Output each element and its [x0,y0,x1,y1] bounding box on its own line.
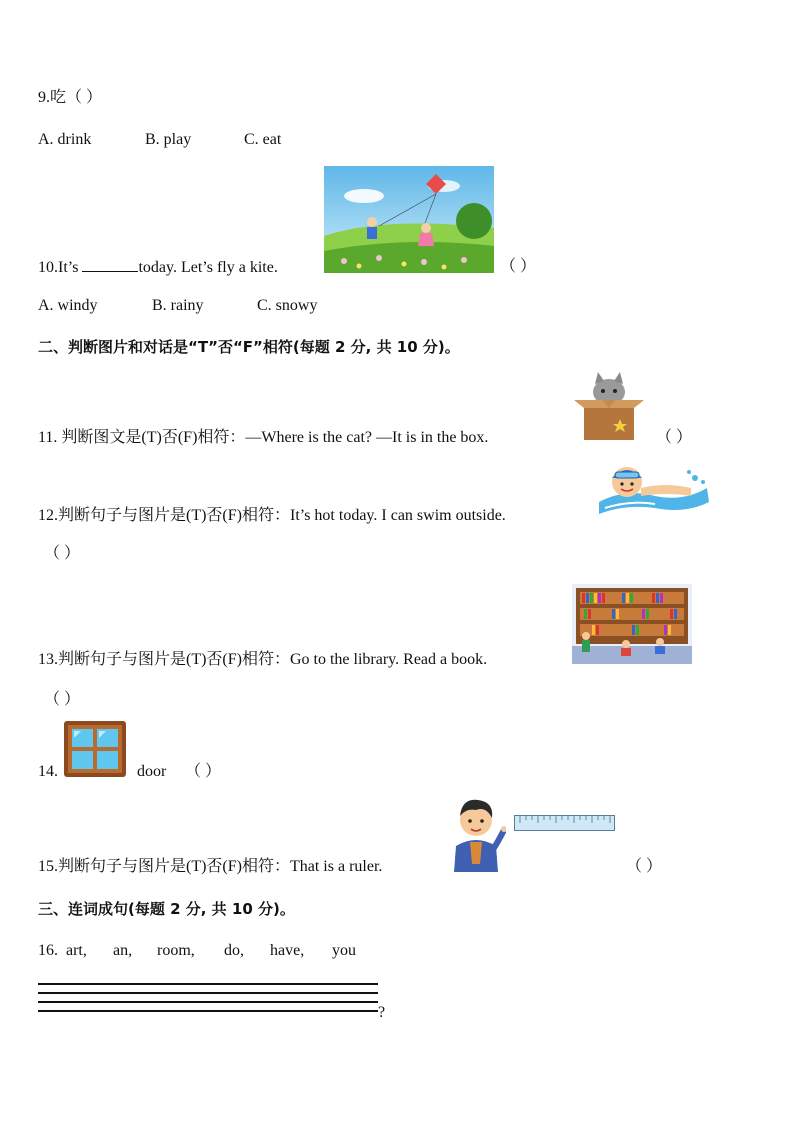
q16-word-3: room, [157,942,195,959]
library-image [572,584,692,664]
q9-option-c: C. eat [244,131,282,148]
q9-stem: 9.吃（ ） [38,89,103,106]
answer-line-3[interactable] [38,1001,378,1003]
cat-in-box-image [572,370,646,442]
q13-text: 13.判断句子与图片是(T)否(F)相符：Go to the library. Read a book. [38,651,488,668]
q12-answer-paren[interactable]: （ ） [44,545,81,562]
q11-text: 11. 判断图文是(T)否(F)相符：—Where is the cat? —It is in the box. [38,429,489,446]
section2-title: 二、判断图片和对话是“T”否“F”相符(每题 2 分, 共 10 分)。 [38,338,460,356]
q16-word-1: art, [66,942,87,959]
q13-answer-paren[interactable]: （ ） [44,691,81,708]
q10-stem-pre: 10.It’s [38,259,83,276]
answer-line-2[interactable] [38,992,378,994]
answer-line-4[interactable] [38,1010,378,1012]
q14-number: 14. [38,763,58,780]
q10-answer-paren[interactable]: （ ） [500,258,537,275]
q15-answer-paren[interactable]: （ ） [626,858,663,875]
q10-option-c: C. snowy [257,297,318,314]
q11-answer-paren[interactable]: （ ） [656,429,693,446]
swimming-boy-image [595,458,711,518]
q10-blank [82,257,138,272]
q16-question-mark: ? [378,1004,386,1021]
section3-title: 三、连词成句(每题 2 分, 共 10 分)。 [38,900,295,918]
window-image [63,720,127,778]
q16-word-6: you [332,942,356,959]
q16-number: 16. [38,942,58,959]
q12-text: 12.判断句子与图片是(T)否(F)相符：It’s hot today. I can swim outside. [38,507,506,524]
q10-option-b: B. rainy [152,297,204,314]
kite-scene-image [324,166,494,273]
q10-option-a: A. windy [38,297,98,314]
q9-option-a: A. drink [38,131,92,148]
q10-stem-post: today. Let’s fly a kite. [138,259,278,276]
q14-answer-paren[interactable]: （ ） [185,763,222,780]
q14-word: door [137,763,167,780]
q15-text: 15.判断句子与图片是(T)否(F)相符：That is a ruler. [38,858,383,875]
q10-stem [38,257,278,278]
answer-line-1[interactable] [38,983,378,985]
q16-word-5: have, [270,942,305,959]
ruler-image [514,813,615,833]
q9-option-b: B. play [145,131,192,148]
boy-pointing-image [446,790,506,872]
q16-word-2: an, [113,942,133,959]
q16-word-4: do, [224,942,244,959]
